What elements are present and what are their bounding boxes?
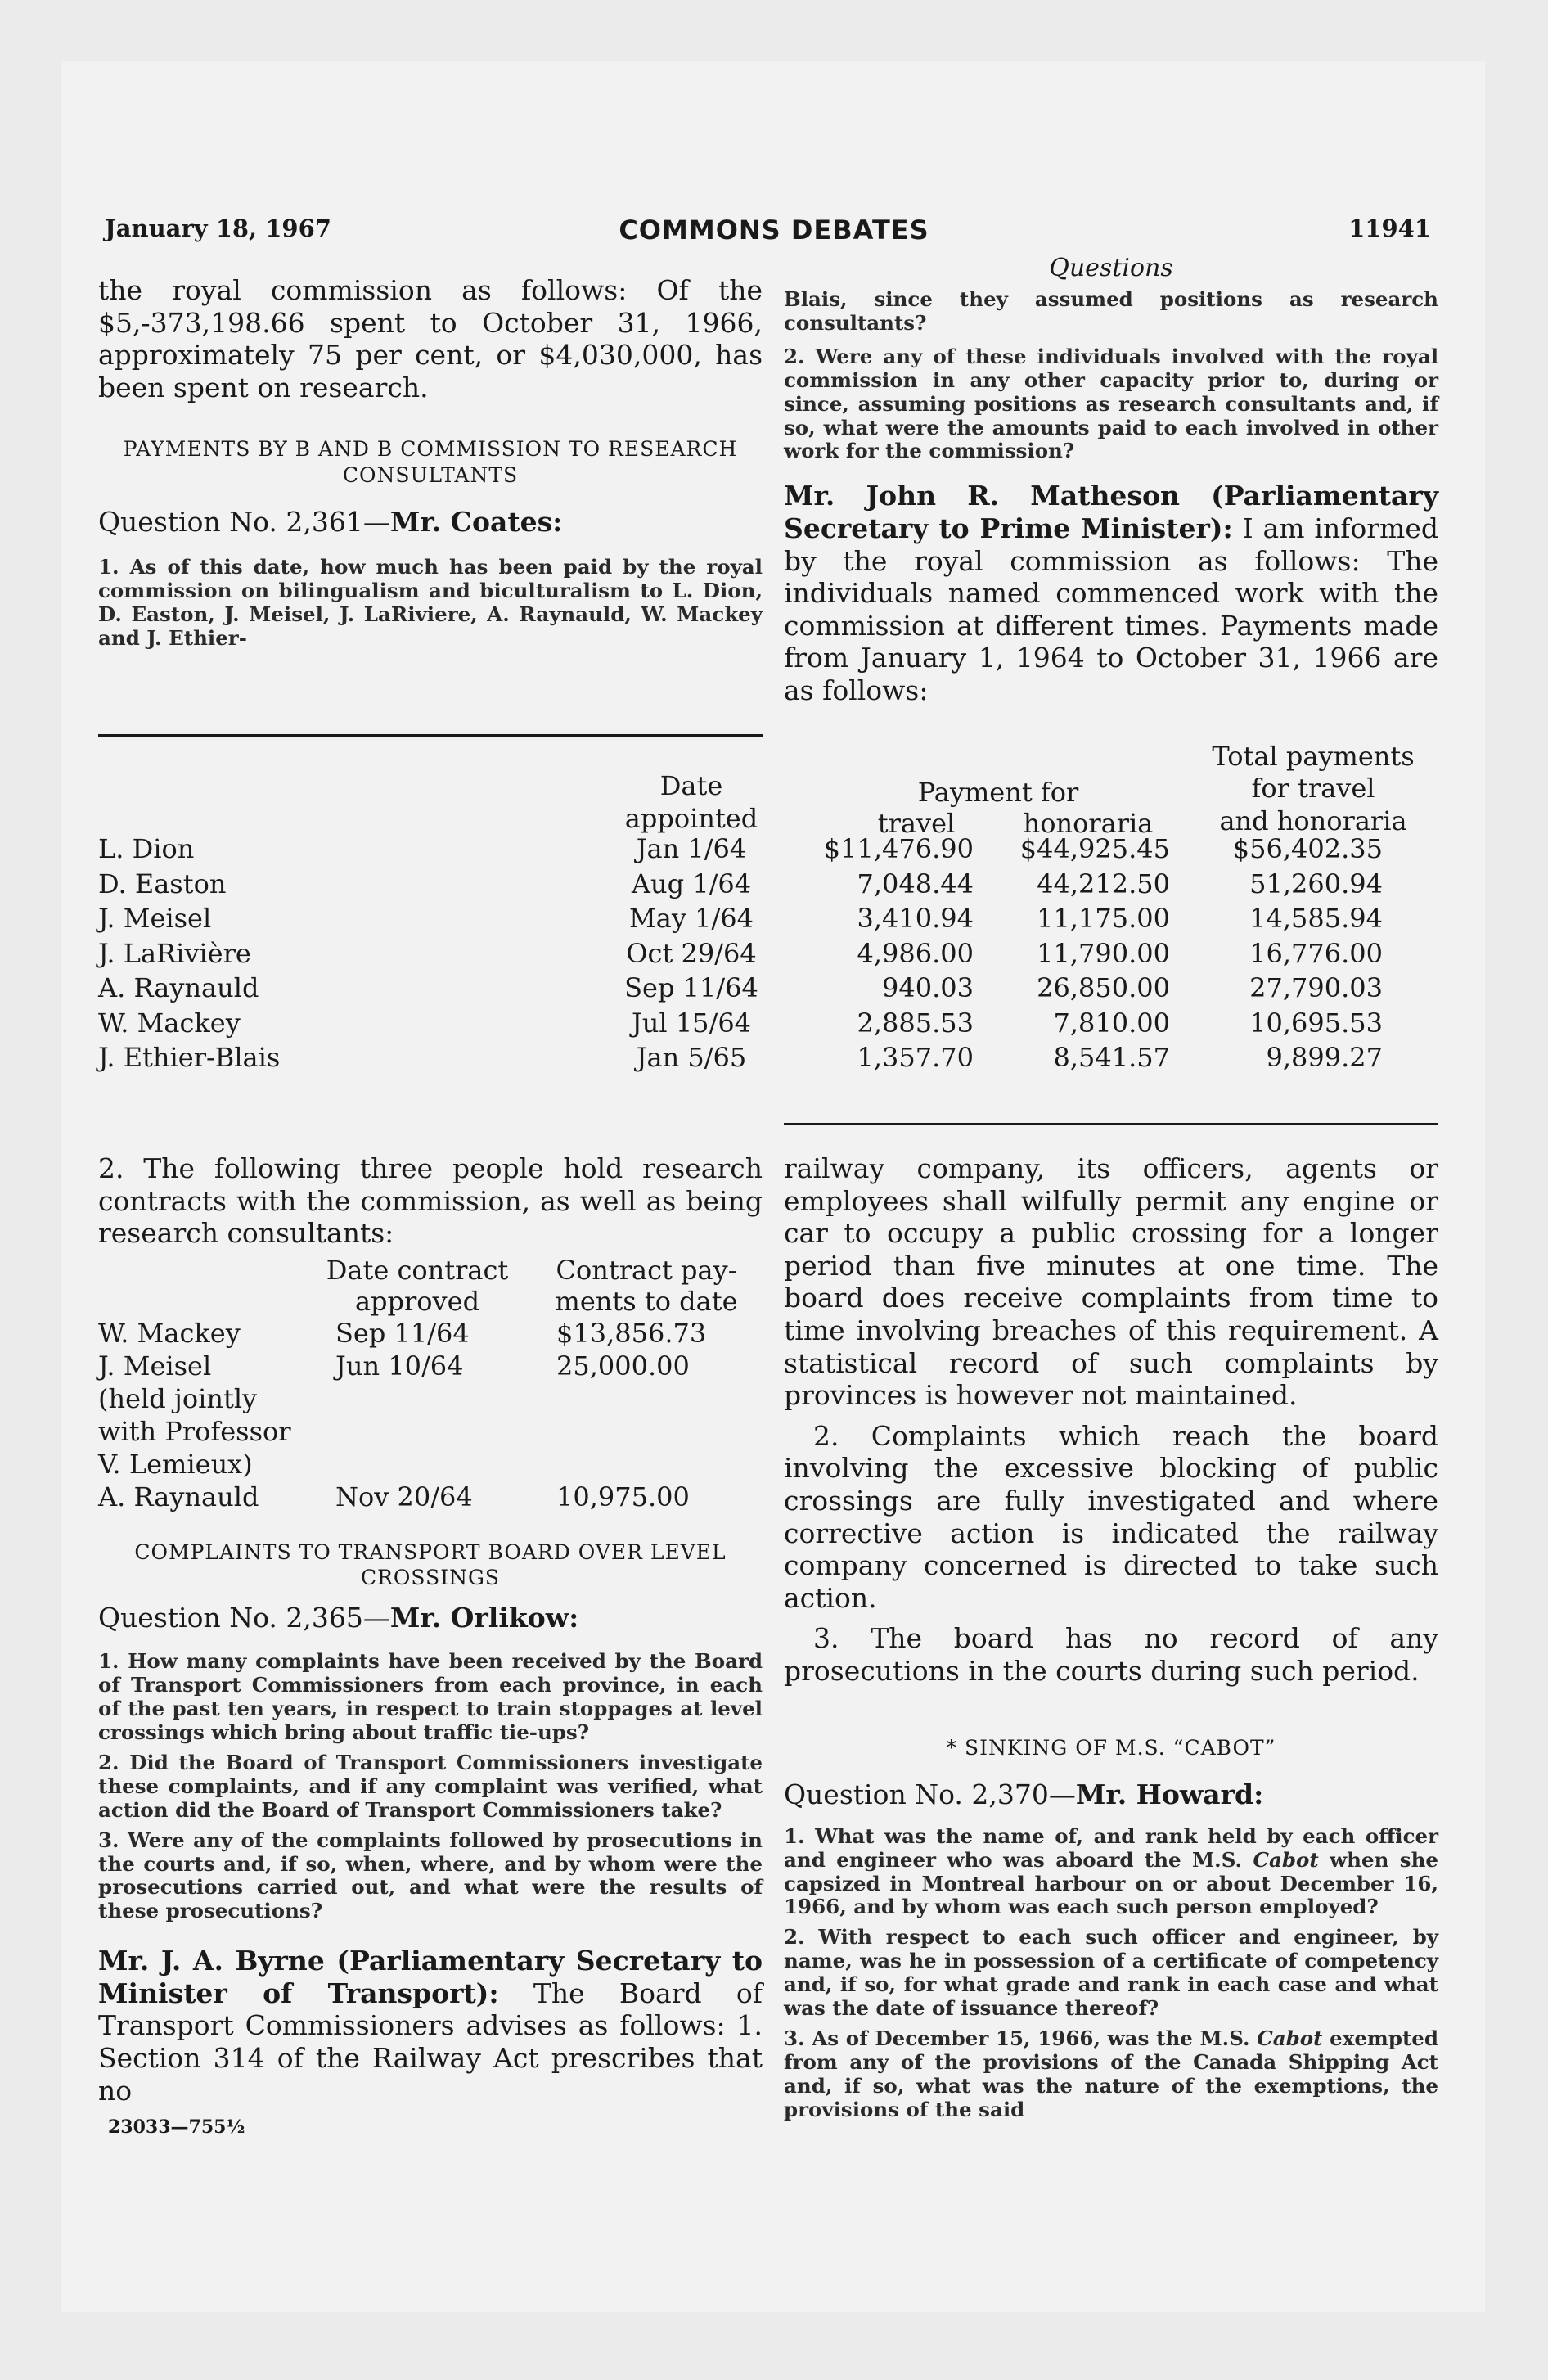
row-name: with Professor bbox=[98, 1415, 291, 1447]
table-row bbox=[98, 833, 1440, 868]
row-name: A. Raynauld bbox=[98, 972, 259, 1003]
row-name: J. Meisel bbox=[98, 903, 212, 934]
payments-heading: PAYMENTS BY B AND B COMMISSION TO RESEARCH CONSULTANTS bbox=[123, 437, 738, 487]
question-2365-part-2: 2. Did the Board of Transport Commissioners investigate these complaints, and if any complaint was verified, what action did the Board of Transport Commissioners take? bbox=[98, 1750, 763, 1822]
answer-matheson bbox=[784, 480, 1438, 706]
row-travel: 4,986.00 bbox=[857, 937, 974, 969]
row-date-appointed: Jan 1/64 bbox=[636, 833, 747, 864]
contracts-table bbox=[98, 1255, 763, 1525]
complaints-heading: COMPLAINTS TO TRANSPORT BOARD OVER LEVEL CROSSINGS bbox=[134, 1539, 727, 1590]
table-row bbox=[98, 1449, 763, 1481]
header-date: January 18, 1967 bbox=[105, 214, 331, 242]
header-page-number: 11941 bbox=[1348, 214, 1431, 242]
question-asker: Mr. Coates: bbox=[389, 505, 563, 538]
table-top-rule-left bbox=[98, 734, 763, 737]
row-name: A. Raynauld bbox=[98, 1481, 259, 1512]
answer-part-3: 3. The board has no record of any prosecutions in the courts during such period. bbox=[784, 1622, 1438, 1687]
table-row bbox=[98, 1318, 763, 1350]
contracts-header-payments: Contract pay- ments to date bbox=[555, 1254, 738, 1318]
question-2370-part-1: 1. What was the name of, and rank held by each officer and engineer who was aboard the M.S. Cabot when she capsized in Montreal harbour on or about December 16, 1966, and by whom was each such person employed? bbox=[784, 1823, 1438, 1919]
row-name: J. LaRivière bbox=[98, 937, 251, 969]
payments-table bbox=[98, 741, 1440, 1113]
section-label: Questions bbox=[1049, 254, 1173, 282]
right-bottom-column bbox=[784, 1152, 1438, 2122]
row-total: 27,790.03 bbox=[1249, 972, 1383, 1003]
row-travel: 7,048.44 bbox=[857, 868, 974, 899]
header-honoraria: honoraria bbox=[1023, 808, 1154, 839]
table-row bbox=[98, 1350, 763, 1383]
row-contract-payments: 10,975.00 bbox=[556, 1481, 690, 1512]
row-name: L. Dion bbox=[98, 833, 195, 864]
row-name: W. Mackey bbox=[98, 1007, 241, 1039]
row-travel: $11,476.90 bbox=[823, 833, 974, 864]
row-total: 14,585.94 bbox=[1249, 903, 1383, 934]
table-row bbox=[98, 1416, 763, 1449]
row-honoraria: 44,212.50 bbox=[1037, 868, 1170, 899]
row-contract-payments: $13,856.73 bbox=[556, 1317, 707, 1349]
question-2365-part-1: 1. How many complaints have been received by the Board of Transport Commissioners from each province, in each of the past ten years, in respect to train stoppages at level crossings which bring about traffic tie-ups? bbox=[98, 1649, 763, 1744]
left-bottom-column bbox=[98, 1152, 763, 2138]
speaker-matheson: Mr. John R. Matheson (Parliamentary Secretary to Prime Minister): bbox=[784, 480, 1438, 544]
row-name: V. Lemieux) bbox=[98, 1448, 253, 1480]
speaker-byrne: Mr. J. A. Byrne (Parliamentary Secretary to Minister of Transport): bbox=[98, 1945, 763, 2009]
question-2370-part-3: 3. As of December 15, 1966, was the M.S. Cabot exempted from any of the provisions of the Canada Shipping Act and, if so, what was the nature of the exemptions, the provisions of the said bbox=[784, 2026, 1438, 2121]
row-total: $56,402.35 bbox=[1232, 833, 1383, 864]
row-name: W. Mackey bbox=[98, 1317, 241, 1349]
row-date-approved: Sep 11/64 bbox=[335, 1317, 470, 1349]
table-row bbox=[98, 868, 1440, 903]
row-date-approved: Jun 10/64 bbox=[335, 1350, 464, 1382]
table-row bbox=[98, 903, 1440, 937]
row-name: (held jointly bbox=[98, 1382, 258, 1414]
question-number: Question No. 2,361— bbox=[98, 505, 390, 538]
header-date-appointed: Date appointed bbox=[624, 770, 758, 834]
row-honoraria: 8,541.57 bbox=[1053, 1042, 1170, 1073]
row-honoraria: 11,790.00 bbox=[1037, 937, 1170, 969]
header-travel: travel bbox=[877, 808, 956, 839]
cabot-heading: * SINKING OF M.S. “CABOT” bbox=[946, 1735, 1276, 1760]
table-row bbox=[98, 938, 1440, 972]
row-total: 10,695.53 bbox=[1249, 1007, 1383, 1039]
contracts-header-date: Date contract approved bbox=[326, 1254, 509, 1318]
row-honoraria: 7,810.00 bbox=[1053, 1007, 1170, 1039]
row-date-approved: Nov 20/64 bbox=[335, 1481, 473, 1512]
question-2361-part-1: 1. As of this date, how much has been paid by the royal commission on bilingualism and biculturalism to L. Dion, D. Easton, J. Meisel, J. LaRiviere, A. Raynauld, W. Mackey and J. Ethier- bbox=[98, 554, 763, 650]
question-2361-part-2: 2. Were any of these individuals involved with the royal commission in any other capacity prior to, during or since, assuming positions as research consultants and, if so, what were the amounts paid to each involved in other work for the commission? bbox=[784, 344, 1438, 463]
row-travel: 940.03 bbox=[882, 972, 974, 1003]
row-total: 9,899.27 bbox=[1266, 1042, 1383, 1073]
answer-byrne bbox=[98, 1945, 763, 2107]
header-title: COMMONS DEBATES bbox=[619, 214, 929, 246]
contracts-paragraph: 2. The following three people hold research contracts with the commission, as well as being research consultants: bbox=[98, 1152, 763, 1250]
answer-text: I am informed by the royal commission as follows: The individuals named commenced work with the commission at different times. Payments made from January 1, 1964 to October 31, 1966 are as follows: bbox=[784, 512, 1438, 706]
row-travel: 3,410.94 bbox=[857, 903, 974, 934]
footer-code: 23033—755½ bbox=[108, 2116, 245, 2139]
question-number: Question No. 2,365— bbox=[98, 1602, 390, 1634]
row-date-appointed: Oct 29/64 bbox=[626, 937, 757, 969]
table-row bbox=[98, 1383, 763, 1416]
header-payment-for: Payment for bbox=[917, 777, 1079, 808]
intro-paragraph: the royal commission as follows: Of the $5,-373,198.66 spent to October 31, 1966, approximately 75 per cent, or $4,030,000, has been spent on research. bbox=[98, 274, 763, 403]
row-travel: 2,885.53 bbox=[857, 1007, 974, 1039]
table-row bbox=[98, 1042, 1440, 1076]
row-date-appointed: Jan 5/65 bbox=[636, 1042, 747, 1073]
question-asker: Mr. Howard: bbox=[1075, 1778, 1264, 1810]
row-honoraria: $44,925.45 bbox=[1019, 833, 1170, 864]
table-row bbox=[98, 1481, 763, 1514]
table-bottom-rule-right bbox=[784, 1123, 1438, 1125]
row-name: J. Meisel bbox=[98, 1350, 212, 1382]
question-2370-part-2: 2. With respect to each such officer and engineer, by name, was he in possession of a certificate of competency and, if so, for what grade and rank in each case and what was the date of issuance thereof? bbox=[784, 1925, 1438, 2021]
row-name: J. Ethier-Blais bbox=[98, 1042, 281, 1073]
row-name: D. Easton bbox=[98, 868, 227, 899]
row-date-appointed: Sep 11/64 bbox=[624, 972, 758, 1003]
row-travel: 1,357.70 bbox=[857, 1042, 974, 1073]
question-2365 bbox=[98, 1602, 763, 1634]
question-2361-part-1-cont: Blais, since they assumed positions as research consultants? bbox=[784, 287, 1438, 335]
question-number: Question No. 2,370— bbox=[784, 1778, 1076, 1810]
table-row bbox=[98, 972, 1440, 1007]
header-total: Total payments for travel and honoraria bbox=[1212, 741, 1415, 836]
answer-text: The Board of Transport Commissioners advises as follows: 1. Section 314 of the Railway Act prescribes that no bbox=[98, 1977, 763, 2107]
question-2370 bbox=[784, 1778, 1438, 1810]
answer-part-1: railway company, its officers, agents or employees shall wilfully permit any engine or car to occupy a public crossing for a longer period than five minutes at one time. The board does receive complaints from time to time involving breaches of this requirement. A statistical record of such complaints by provinces is however not maintained. bbox=[784, 1152, 1438, 1412]
question-2365-part-3: 3. Were any of the complaints followed by prosecutions in the courts and, if so, when, where, and by whom were the prosecutions carried out, and what were the results of these prosecutions? bbox=[98, 1828, 763, 1923]
row-date-appointed: Aug 1/64 bbox=[631, 868, 752, 899]
table-row bbox=[98, 1007, 1440, 1042]
right-top-column bbox=[784, 288, 1438, 707]
row-total: 51,260.94 bbox=[1249, 868, 1383, 899]
row-honoraria: 11,175.00 bbox=[1037, 903, 1170, 934]
row-date-appointed: May 1/64 bbox=[629, 903, 754, 934]
row-contract-payments: 25,000.00 bbox=[556, 1350, 690, 1382]
row-total: 16,776.00 bbox=[1249, 937, 1383, 969]
left-top-column bbox=[98, 274, 763, 651]
question-asker: Mr. Orlikow: bbox=[389, 1602, 579, 1634]
row-honoraria: 26,850.00 bbox=[1037, 972, 1170, 1003]
row-date-appointed: Jul 15/64 bbox=[631, 1007, 752, 1039]
question-2361 bbox=[98, 506, 763, 538]
answer-part-2: 2. Complaints which reach the board involving the excessive blocking of public crossings are fully investigated and where corrective action is indicated the railway company concerned is directed to take such action. bbox=[784, 1419, 1438, 1614]
